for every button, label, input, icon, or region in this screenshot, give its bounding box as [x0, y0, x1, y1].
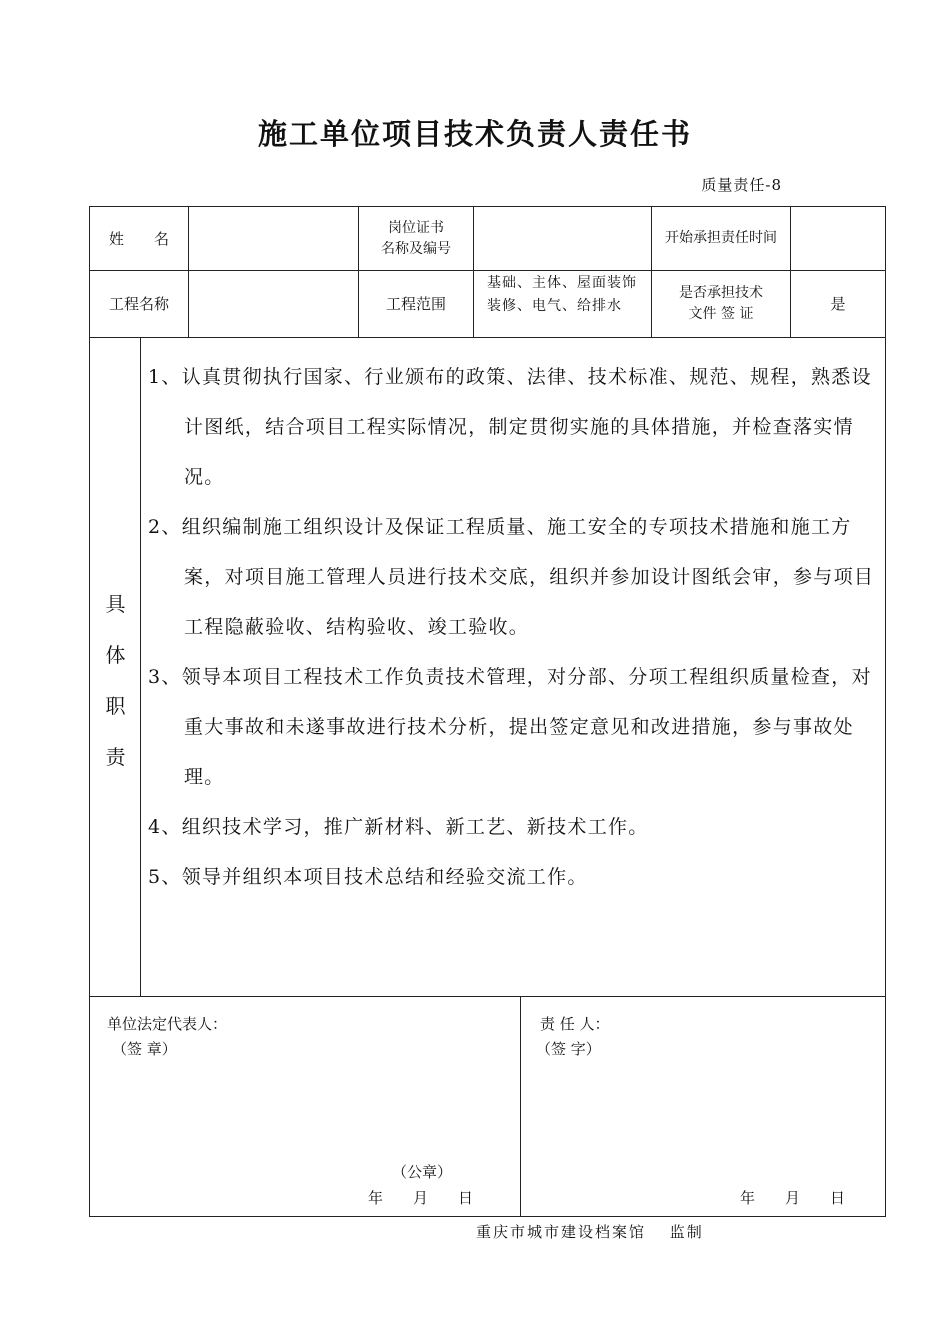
duty-item: 2、组织编制施工组织设计及保证工程质量、施工安全的专项技术措施和施工方案，对项目施工管理人员进行技术交底，组织并参加设计图纸会审，参与项目工程隐蔽验收、结构验收、竣工验收。	[148, 516, 875, 638]
legal-rep-stamp-note: （签 章）	[112, 1040, 177, 1058]
legal-rep-label: 单位法定代表人：	[107, 1015, 228, 1033]
duty-list	[148, 352, 878, 902]
official-seal-note: （公章）	[392, 1163, 453, 1181]
responsible-person-label: 责 任 人：	[540, 1015, 610, 1033]
duty-label-char: 体	[105, 643, 126, 667]
legal-rep-date: 年 月 日	[368, 1189, 474, 1207]
start-time-label: 开始承担责任时间	[665, 230, 777, 246]
project-name-field[interactable]	[189, 271, 358, 337]
tech-sign-value: 是	[830, 295, 846, 313]
duty-item: 4、组织技术学习，推广新材料、新工艺、新技术工作。	[148, 816, 649, 838]
table-border-bottom	[89, 1216, 886, 1217]
responsible-person-sign-note: （签 字）	[536, 1040, 601, 1058]
duty-item: 3、领导本项目工程技术工作负责技术管理，对分部、分项工程组织质量检查，对重大事故和未遂事故进行技术分析，提出签定意见和改进措施，参与事故处理。	[148, 666, 872, 788]
duty-section-label	[90, 579, 141, 783]
name-label: 姓 名	[108, 229, 169, 248]
supervisor-footer: 重庆市城市建设档案馆 监制	[476, 1223, 704, 1241]
tech-sign-label: 是否承担技术 文件 签 证	[679, 285, 763, 322]
start-time-field[interactable]	[791, 207, 885, 270]
duty-item: 5、领导并组织本项目技术总结和经验交流工作。	[148, 866, 588, 888]
responsible-person-date: 年 月 日	[740, 1189, 846, 1207]
duty-label-char: 具	[105, 592, 126, 616]
col-divider-4	[651, 206, 652, 337]
duty-item: 1、认真贯彻执行国家、行业颁布的政策、法律、技术标准、规范、规程，熟悉设计图纸，结合项目工程实际情况，制定贯彻实施的具体措施，并检查落实情况。	[148, 366, 872, 488]
document-code: 质量责任-8	[701, 176, 782, 194]
name-field[interactable]	[189, 207, 358, 270]
signature-divider	[520, 996, 521, 1216]
duty-label-char: 责	[105, 745, 126, 769]
row-divider-2	[89, 337, 886, 338]
certificate-field[interactable]	[474, 207, 651, 270]
certificate-label: 岗位证书 名称及编号	[381, 219, 451, 257]
project-name-label: 工程名称	[108, 295, 169, 313]
duty-label-char: 职	[105, 694, 126, 718]
row-divider-3	[89, 996, 886, 997]
document-title: 施工单位项目技术负责人责任书	[257, 117, 692, 151]
project-scope-label: 工程范围	[385, 295, 446, 313]
table-border-right	[885, 206, 886, 1216]
project-scope-value: 基础、主体、屋面装饰装修、电气、给排水	[487, 275, 637, 314]
